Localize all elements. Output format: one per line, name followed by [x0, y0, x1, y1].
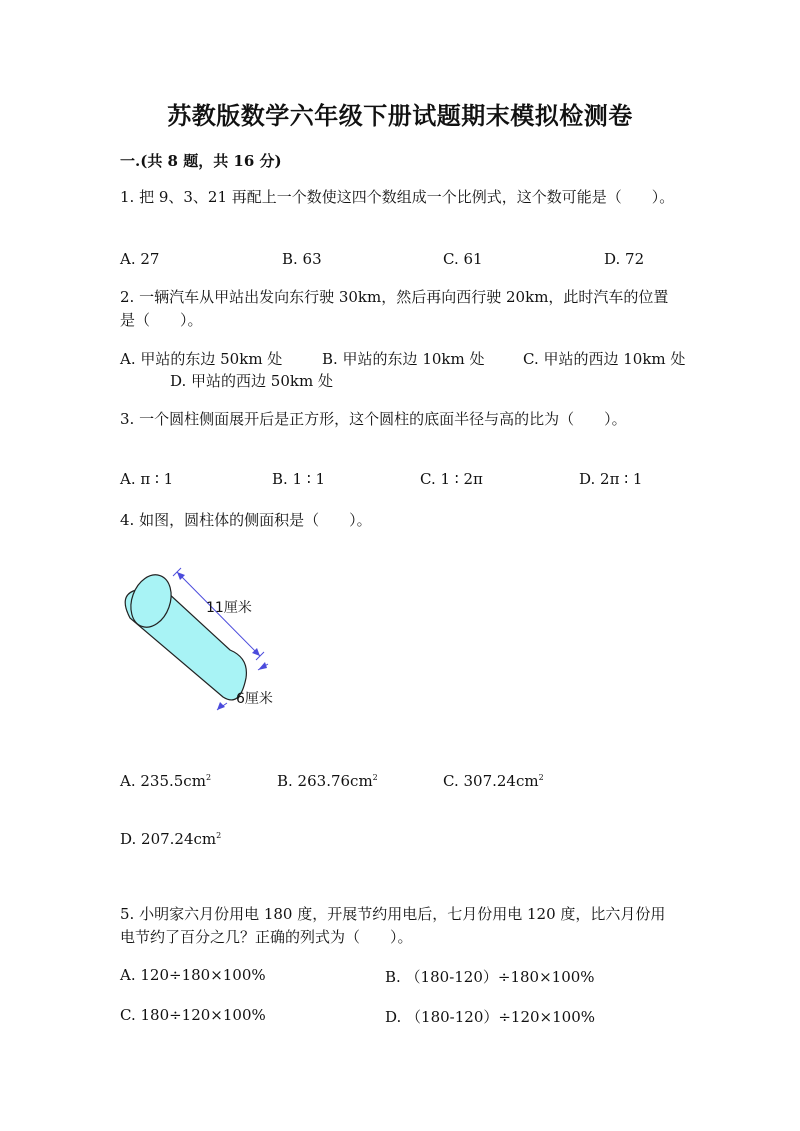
- page-title: 苏教版数学六年级下册试题期末模拟检测卷: [167, 101, 633, 130]
- question-2: 2. 一辆汽车从甲站出发向东行驶 30km，然后再向西行驶 20km，此时汽车的位置是（ ）。: [120, 288, 669, 329]
- q2-option-d[interactable]: D. 甲站的西边 50km 处: [170, 372, 333, 390]
- q3-option-d[interactable]: D. 2π ∶ 1: [579, 470, 643, 488]
- q5-option-b[interactable]: B. （180-120）÷180×100%: [385, 968, 595, 986]
- q4-option-a-text: A. 235.5cm: [120, 772, 206, 790]
- cylinder-figure: [118, 560, 298, 720]
- q4-option-d-power: 2: [216, 831, 222, 840]
- q3-option-a[interactable]: A. π ∶ 1: [120, 470, 174, 488]
- question-1: 1. 把 9、3、21 再配上一个数使这四个数组成一个比例式，这个数可能是（ ）。: [120, 188, 675, 206]
- length-label: 11厘米: [206, 600, 252, 616]
- question-4: 4. 如图，圆柱体的侧面积是（ ）。: [120, 511, 372, 529]
- question-5: 5. 小明家六月份用电 180 度，开展节约用电后，七月份用电 120 度，比六月份用电节约了百分之几？正确的列式为（ ）。: [120, 905, 666, 946]
- q4-option-c[interactable]: [443, 772, 544, 790]
- q4-option-c-text: C. 307.24cm: [443, 772, 539, 790]
- q2-option-b[interactable]: B. 甲站的东边 10km 处: [322, 350, 485, 368]
- q4-option-a[interactable]: [120, 772, 211, 790]
- q2-option-c[interactable]: C. 甲站的西边 10km 处: [523, 350, 686, 368]
- q4-option-b-text: B. 263.76cm: [277, 772, 373, 790]
- diameter-label: 6厘米: [236, 691, 273, 707]
- question-3: 3. 一个圆柱侧面展开后是正方形，这个圆柱的底面半径与高的比为（ ）。: [120, 410, 627, 428]
- section-heading: 一.(共 8 题，共 16 分): [120, 152, 282, 170]
- q1-option-d[interactable]: D. 72: [604, 250, 645, 268]
- q1-option-c[interactable]: C. 61: [443, 250, 483, 268]
- q5-option-a[interactable]: A. 120÷180×100%: [120, 966, 266, 984]
- q4-option-b[interactable]: [277, 772, 378, 790]
- q4-option-d-text: D. 207.24cm: [120, 830, 217, 848]
- q2-option-a[interactable]: A. 甲站的东边 50km 处: [120, 350, 283, 368]
- q3-option-c[interactable]: C. 1 ∶ 2π: [420, 470, 483, 488]
- q5-option-d[interactable]: D. （180-120）÷120×100%: [385, 1008, 596, 1026]
- q4-option-b-power: 2: [372, 773, 378, 782]
- q5-option-c[interactable]: C. 180÷120×100%: [120, 1006, 266, 1024]
- q1-option-a[interactable]: A. 27: [120, 250, 160, 268]
- q3-option-b[interactable]: B. 1 ∶ 1: [272, 470, 326, 488]
- q4-option-d[interactable]: [120, 830, 221, 848]
- q1-option-b[interactable]: B. 63: [282, 250, 322, 268]
- q4-option-c-power: 2: [538, 773, 544, 782]
- q4-option-a-power: 2: [205, 773, 212, 782]
